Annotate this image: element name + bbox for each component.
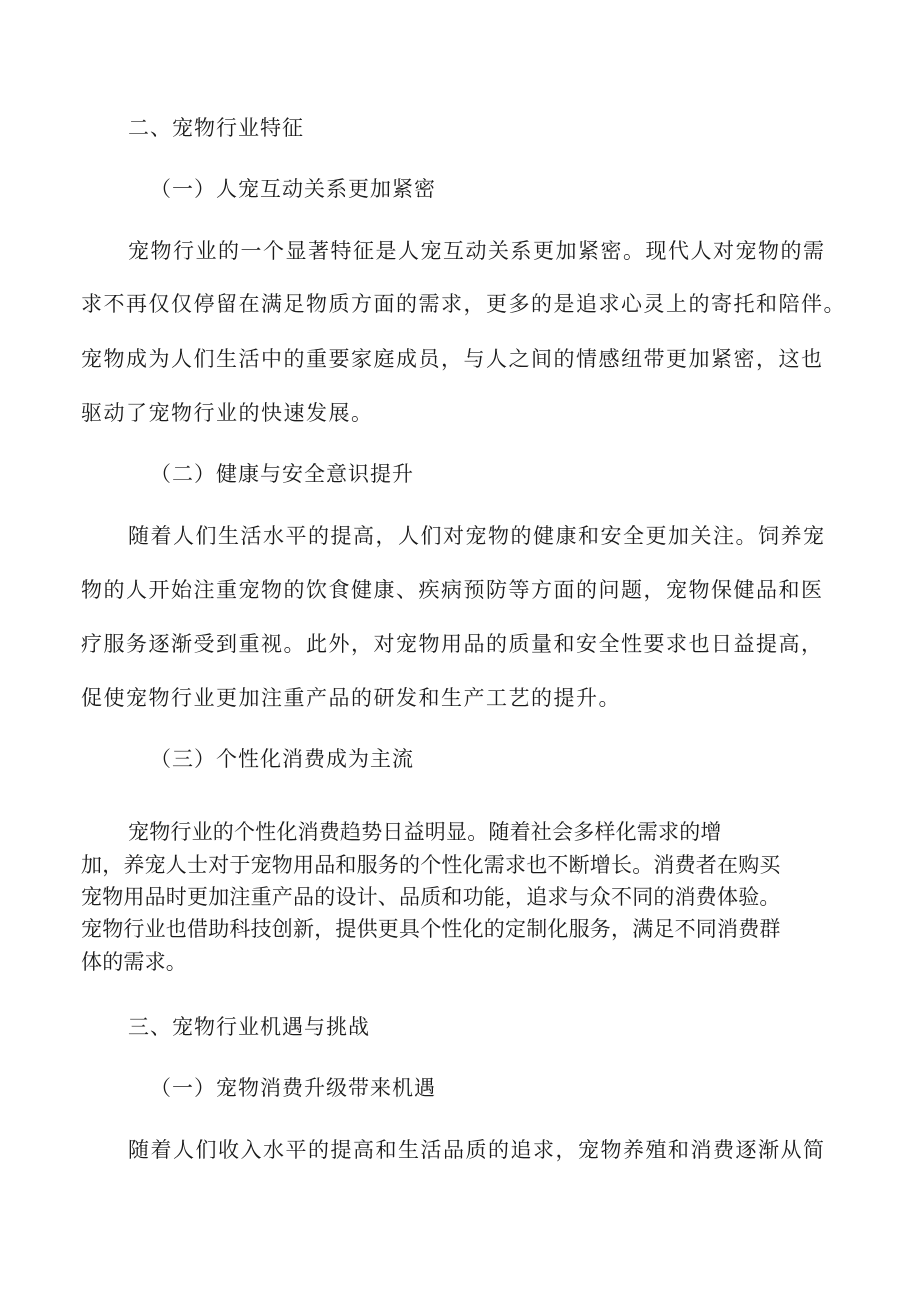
paragraph-3-1-line-1: 随着人们收入水平的提高和生活品质的追求，宠物养殖和消费逐渐从简 <box>128 1138 826 1162</box>
paragraph-2-1-line-4: 驱动了宠物行业的快速发展。 <box>81 401 374 425</box>
paragraph-2-3-line-3: 宠物用品时更加注重产品的设计、品质和功能，追求与众不同的消费体验。 <box>81 885 781 909</box>
paragraph-2-3-line-5: 体的需求。 <box>81 950 187 974</box>
paragraph-2-2-line-3: 疗服务逐渐受到重视。此外，对宠物用品的质量和安全性要求也日益提高， <box>81 632 824 656</box>
paragraph-2-1-line-2: 求不再仅仅停留在满足物质方面的需求，更多的是追求心灵上的寄托和陪伴。 <box>81 292 846 316</box>
paragraph-2-3-line-2: 加，养宠人士对于宠物用品和服务的个性化需求也不断增长。消费者在购买 <box>81 853 781 877</box>
section-3-heading: 三、宠物行业机遇与挑战 <box>128 1015 370 1039</box>
section-2-heading: 二、宠物行业特征 <box>128 116 304 140</box>
paragraph-2-1-line-1: 宠物行业的一个显著特征是人宠互动关系更加紧密。现代人对宠物的需 <box>128 239 826 263</box>
paragraph-2-3-line-4: 宠物行业也借助科技创新，提供更具个性化的定制化服务，满足不同消费群 <box>81 917 781 941</box>
paragraph-2-2-line-1: 随着人们生活水平的提高，人们对宠物的健康和安全更加关注。饲养宠 <box>128 524 826 548</box>
subsection-3-1-heading: （一）宠物消费升级带来机遇 <box>150 1076 436 1100</box>
paragraph-2-2-line-2: 物的人开始注重宠物的饮食健康、疾病预防等方面的问题，宠物保健品和医 <box>81 578 824 602</box>
paragraph-2-3-line-1: 宠物行业的个性化消费趋势日益明显。随着社会多样化需求的增 <box>128 820 722 844</box>
paragraph-2-1-line-3: 宠物成为人们生活中的重要家庭成员，与人之间的情感纽带更加紧密，这也 <box>81 347 824 371</box>
subsection-2-3-heading: （三）个性化消费成为主流 <box>150 747 414 771</box>
subsection-2-1-heading: （一）人宠互动关系更加紧密 <box>150 177 436 201</box>
subsection-2-2-heading: （二）健康与安全意识提升 <box>150 462 414 486</box>
paragraph-2-2-line-4: 促使宠物行业更加注重产品的研发和生产工艺的提升。 <box>81 686 621 710</box>
